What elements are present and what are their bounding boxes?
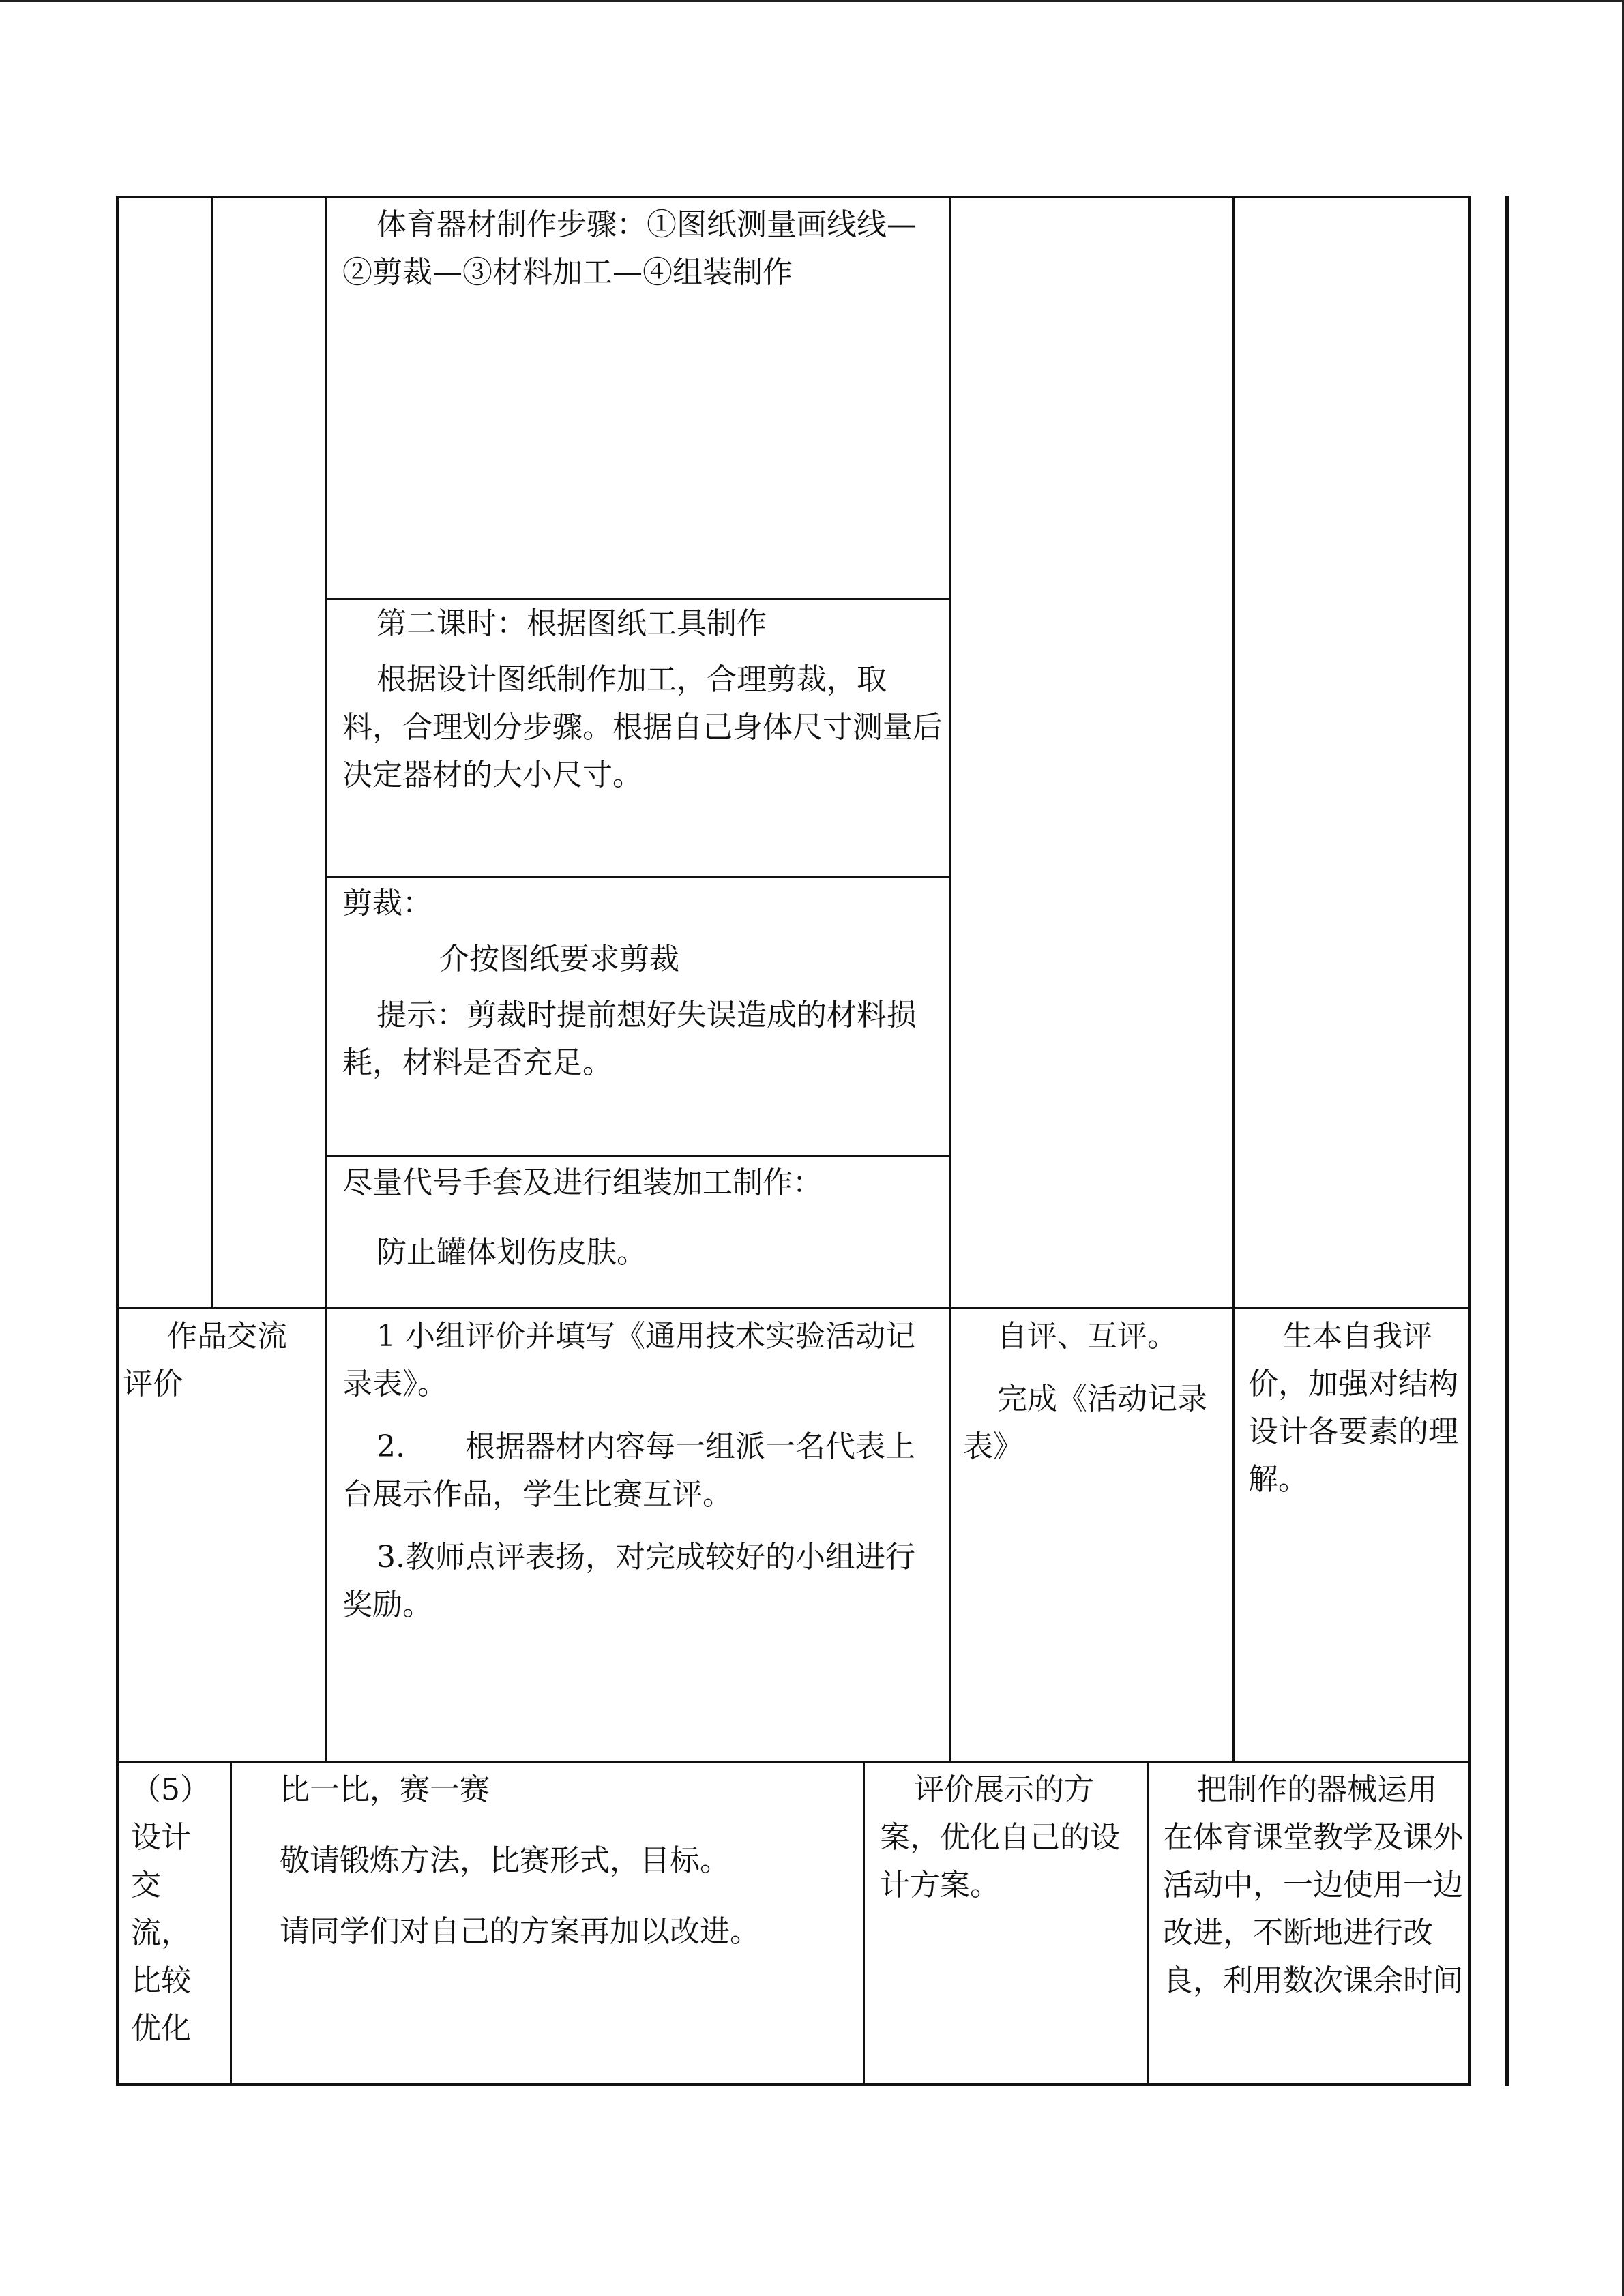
- cell-optimize-intent: [1163, 1766, 1463, 2005]
- review-item-3: 3.教师点评表扬，对完成较好的小组进行奖励。: [342, 1540, 915, 1622]
- cell-optimize-content: [280, 1766, 853, 1956]
- cut-title: 剪裁：: [342, 886, 432, 921]
- table-right-outer-line: [1505, 196, 1509, 2086]
- cut-line1: 介按图纸要求剪裁: [439, 942, 679, 976]
- col-line-intent: [1232, 196, 1235, 1763]
- optimize-student: 评价展示的方案，优化自己的设计方案。: [880, 1772, 1120, 1903]
- cell-review-label: [123, 1313, 307, 1408]
- col-line-sub: [211, 196, 213, 1309]
- lesson2-body: 根据设计图纸制作加工，合理剪裁，取料，合理划分步骤。根据自己身体尺寸测量后决定器材的大小尺寸。: [342, 662, 943, 792]
- row-line-review: [116, 1307, 1470, 1309]
- review-item-2: 2. 根据器材内容每一组派一名代表上台展示作品，学生比赛互评。: [342, 1429, 915, 1512]
- optimize-label-1: （5）: [131, 1772, 210, 1807]
- cut-tip: 提示：剪裁时提前想好失误造成的材料损耗，材料是否充足。: [342, 998, 917, 1080]
- optimize-label-5: 比较: [131, 1963, 191, 1998]
- col-line-opt-label: [230, 1761, 232, 2085]
- row-line-assemble: [327, 1155, 950, 1157]
- steps-text: 体育器材制作步骤：①图纸测量画线线—②剪裁—③材料加工—④组装制作: [342, 207, 917, 290]
- optimize-content-3: 请同学们对自己的方案再加以改进。: [280, 1914, 760, 1949]
- cell-review-intent: [1248, 1313, 1460, 1504]
- col-line-opt-intent: [1147, 1761, 1149, 2085]
- review-student-2: 完成《活动记录表》: [963, 1382, 1207, 1464]
- cell-lesson2: [342, 600, 943, 799]
- lesson2-title: 第二课时：根据图纸工具制作: [377, 606, 767, 641]
- cell-assemble: [342, 1159, 943, 1277]
- table-left-line: [116, 196, 119, 2086]
- page-top-border: [0, 0, 1624, 2]
- optimize-intent: 把制作的器械运用在体育课堂教学及课外活动中，一边使用一边改进，不断地进行改良，利用数次课余时间: [1163, 1772, 1463, 1998]
- cell-optimize-label: [131, 1766, 226, 2053]
- optimize-content-2: 敬请锻炼方法，比赛形式，目标。: [280, 1843, 730, 1878]
- cell-optimize-student: [880, 1766, 1139, 1909]
- table-right-inner-line: [1468, 196, 1471, 2086]
- review-student-1: 自评、互评。: [997, 1319, 1177, 1354]
- optimize-content-1: 比一比，赛一赛: [280, 1772, 490, 1807]
- col-line-opt-student: [863, 1761, 865, 2085]
- table-bottom-line: [116, 2083, 1470, 2086]
- cell-review-items: [342, 1313, 943, 1629]
- col-line-content: [325, 196, 327, 1763]
- review-intent: 生本自我评价，加强对结构设计各要素的理解。: [1248, 1319, 1458, 1497]
- review-label: 作品交流评价: [123, 1319, 287, 1401]
- optimize-label-3: 交: [131, 1868, 161, 1903]
- row-line-cut: [327, 876, 950, 878]
- optimize-label-6: 优化: [131, 2011, 191, 2046]
- col-line-student: [949, 196, 951, 1763]
- review-item-1: 1 小组评价并填写《通用技术实验活动记录表》。: [342, 1319, 915, 1401]
- row-line-optimize: [116, 1761, 1470, 1763]
- optimize-label-2: 设计: [131, 1820, 191, 1855]
- optimize-label-4: 流，: [131, 1915, 191, 1950]
- cell-cut: [342, 880, 943, 1087]
- cell-review-student: [963, 1313, 1222, 1471]
- table-top-line: [116, 196, 1470, 198]
- cell-steps: [342, 201, 943, 297]
- assemble-tip: 防止罐体划伤皮肤。: [377, 1235, 647, 1270]
- assemble-title: 尽量代号手套及进行组装加工制作：: [342, 1165, 823, 1200]
